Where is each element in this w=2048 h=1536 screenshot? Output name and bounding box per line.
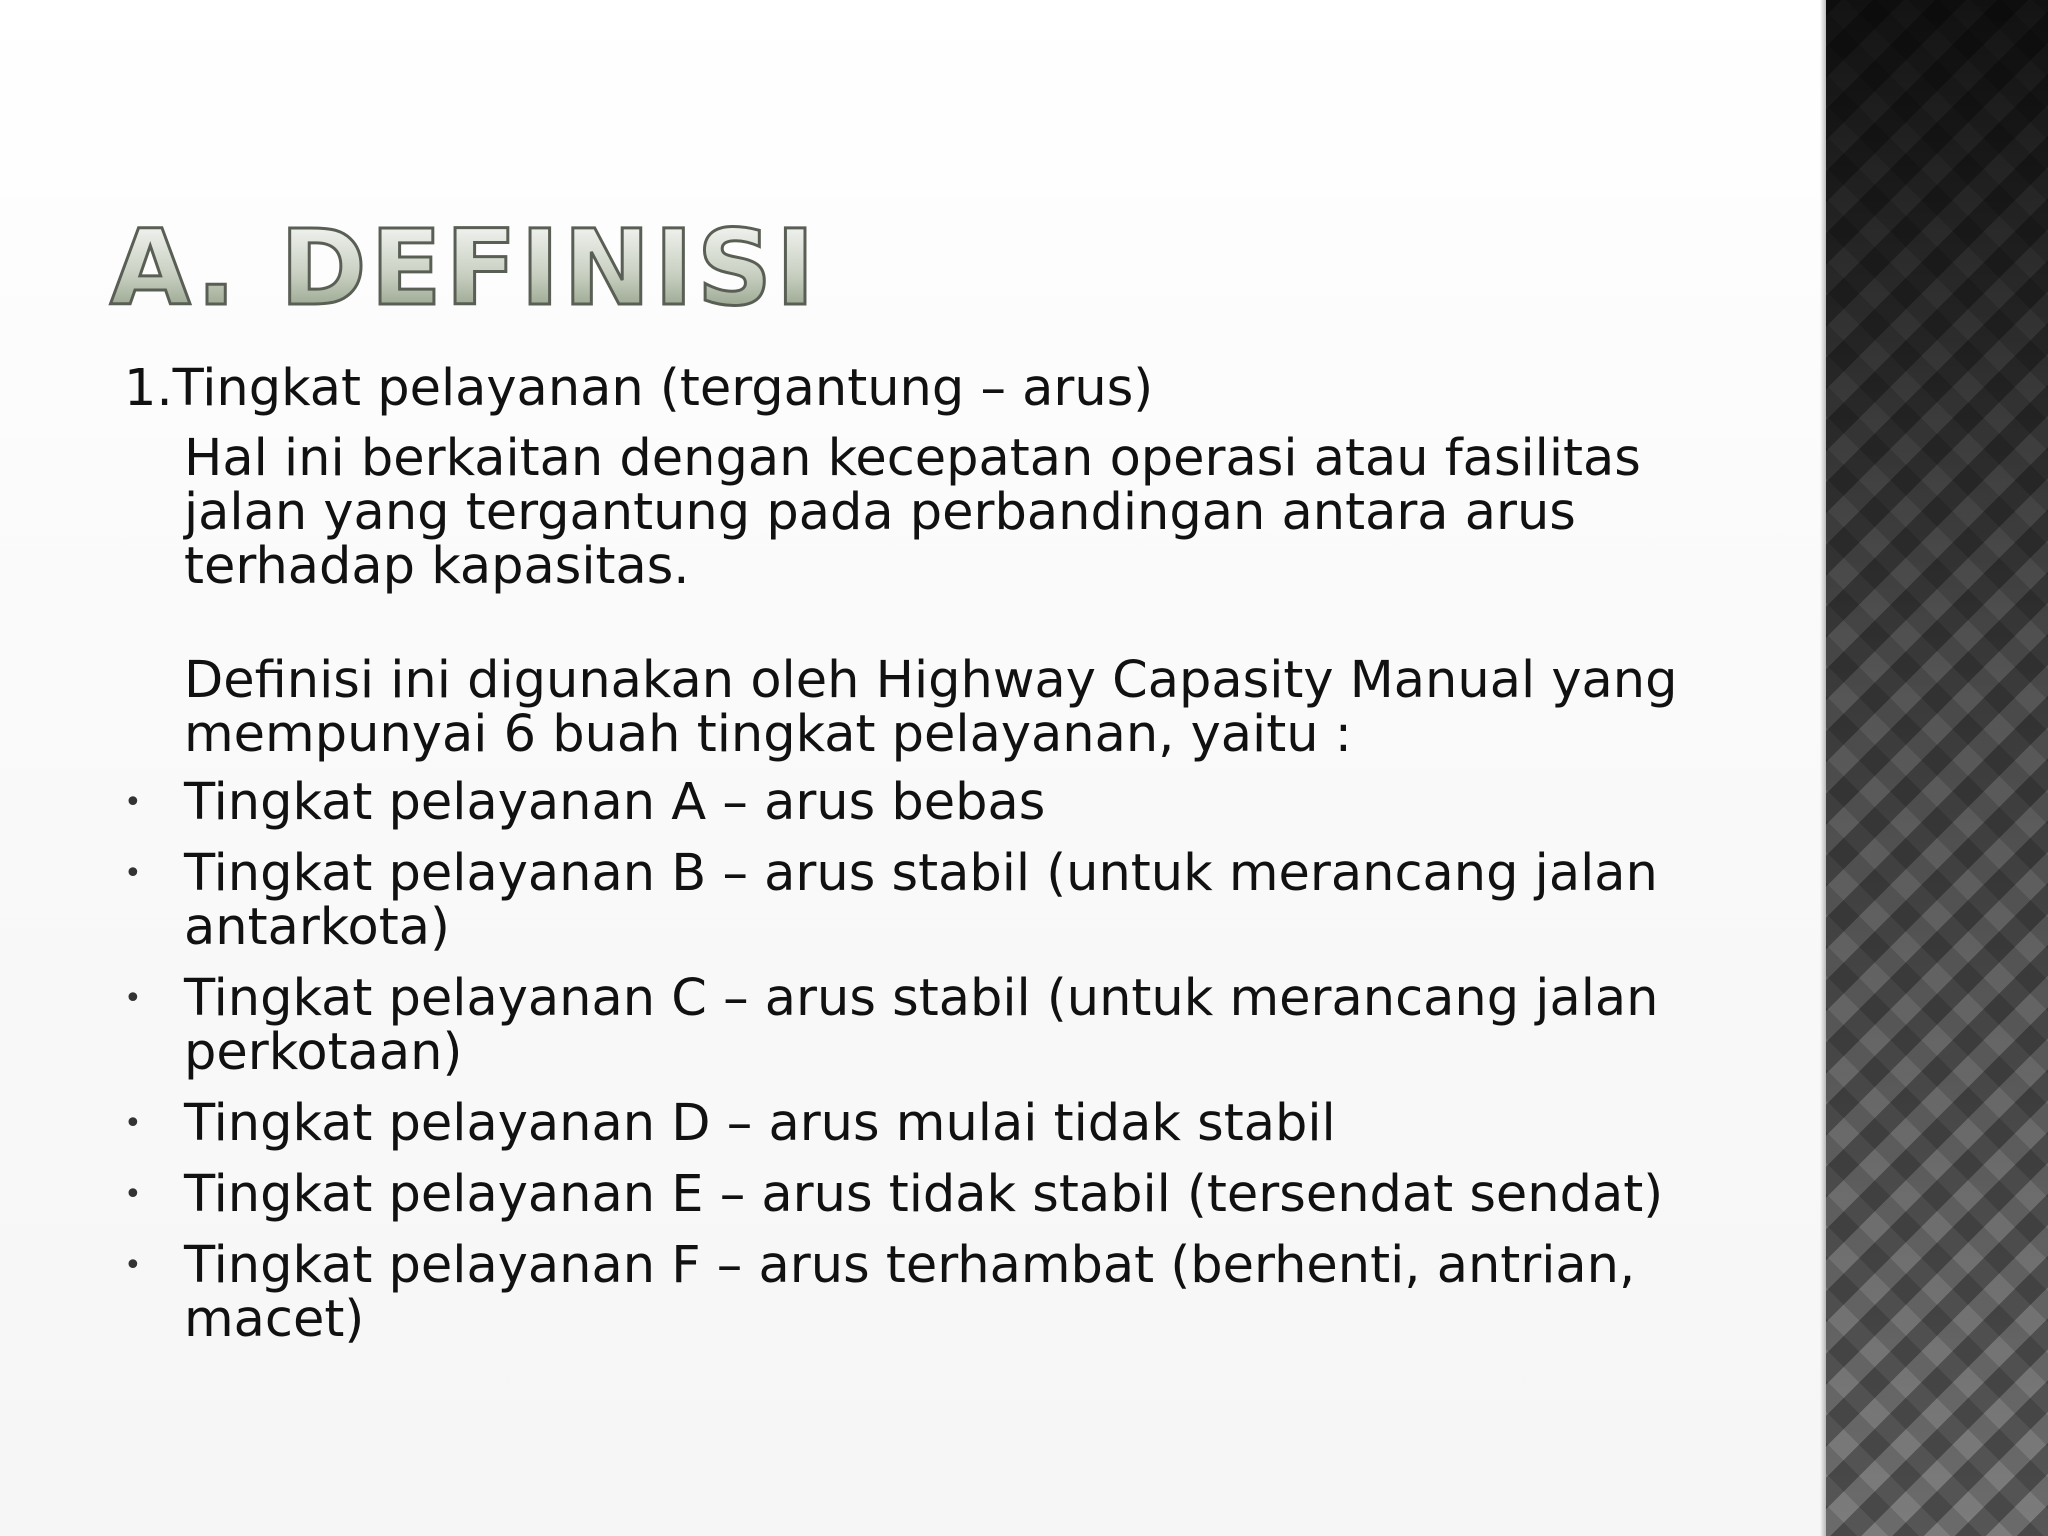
bullet-icon: • (124, 1106, 142, 1141)
bullet-icon: • (124, 785, 142, 820)
bullet-icon: • (124, 856, 142, 891)
list-item-text: Tingkat pelayanan B – arus stabil (untuk merancang jalan antarkota) (184, 844, 1658, 957)
definition-paragraph: Hal ini berkaitan dengan kecepatan operasi atau fasilitas jalan yang tergantung pada perbandingan antara arus terhadap kapasitas. (184, 429, 1641, 596)
bullet-icon: • (124, 981, 142, 1016)
section-heading: 1.Tingkat pelayanan (tergantung – arus) (124, 359, 1154, 418)
list-item (124, 844, 1684, 957)
slide-content (124, 359, 1684, 1364)
hcm-paragraph: Definisi ini digunakan oleh Highway Capasity Manual yang mempunyai 6 buah tingkat pelayanan, yaitu : (184, 651, 1678, 764)
list-item-text: Tingkat pelayanan C – arus stabil (untuk merancang jalan perkotaan) (184, 969, 1659, 1082)
list-item-text: Tingkat pelayanan A – arus bebas (184, 773, 1046, 832)
service-level-list (124, 773, 1684, 1349)
bullet-icon: • (124, 1248, 142, 1283)
bullet-icon: • (124, 1177, 142, 1212)
list-item (124, 773, 1684, 832)
list-item (124, 1094, 1684, 1153)
slide-title (106, 206, 819, 329)
slide-title-text: A. DEFINISI (110, 207, 819, 329)
list-item-text: Tingkat pelayanan D – arus mulai tidak stabil (184, 1094, 1336, 1153)
list-item (124, 1236, 1684, 1349)
list-item (124, 969, 1684, 1082)
list-item-text: Tingkat pelayanan F – arus terhambat (berhenti, antrian, macet) (184, 1236, 1636, 1349)
list-item (124, 1165, 1684, 1224)
list-item-text: Tingkat pelayanan E – arus tidak stabil (tersendat sendat) (184, 1165, 1664, 1224)
decorative-side-panel (1826, 0, 2048, 1536)
